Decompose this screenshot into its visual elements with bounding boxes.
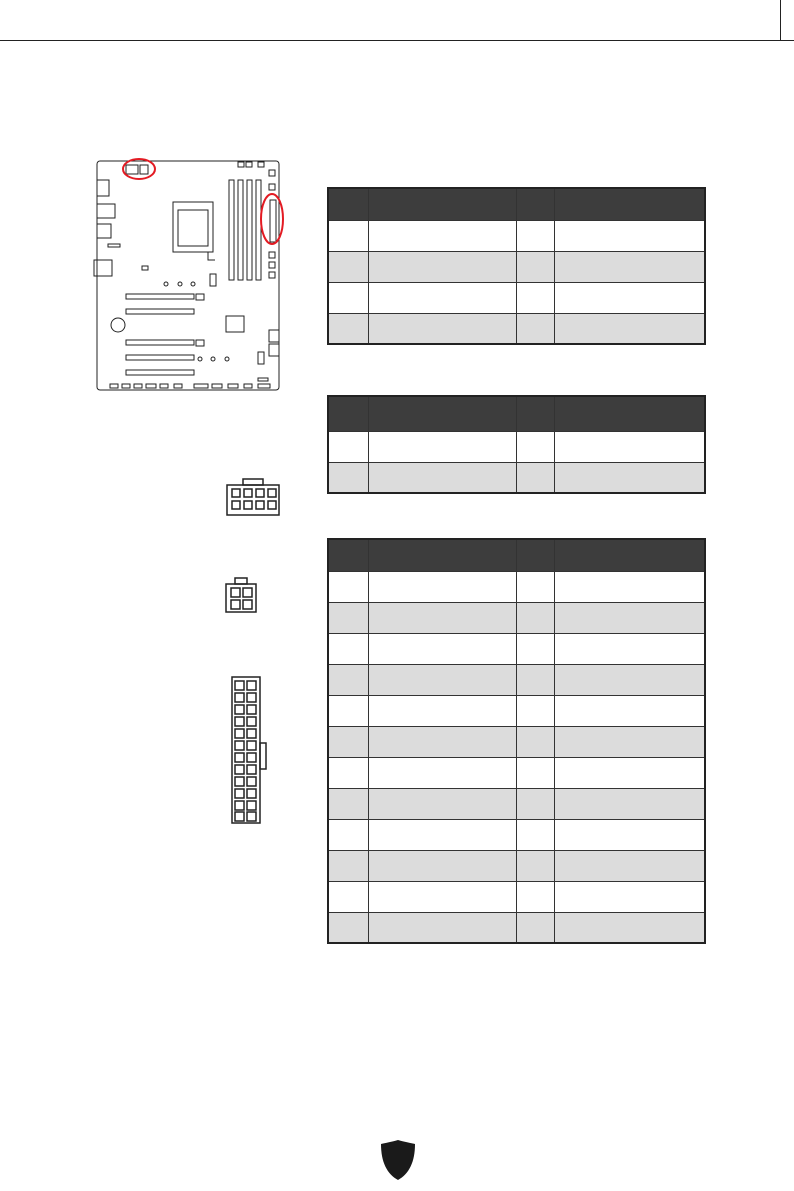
table-header xyxy=(328,188,705,220)
cpu-4pin-table xyxy=(327,395,706,494)
table-row xyxy=(328,912,705,943)
cpu-8pin-connector-icon xyxy=(225,477,281,517)
crop-tick xyxy=(780,0,781,40)
cpu-4pin-connector-icon xyxy=(224,576,258,614)
table-row xyxy=(328,602,705,633)
table-row xyxy=(328,788,705,819)
table-header xyxy=(328,396,705,431)
table-row xyxy=(328,462,705,493)
motherboard-diagram xyxy=(88,152,288,398)
table-row xyxy=(328,313,705,344)
table-row xyxy=(328,282,705,313)
table-row xyxy=(328,850,705,881)
table-row xyxy=(328,881,705,912)
table-row xyxy=(328,726,705,757)
table-row xyxy=(328,819,705,850)
table-row xyxy=(328,757,705,788)
table-header xyxy=(328,539,705,571)
table-row xyxy=(328,251,705,282)
table-row xyxy=(328,695,705,726)
crop-line xyxy=(0,40,794,41)
table-row xyxy=(328,633,705,664)
table-row xyxy=(328,571,705,602)
table-row xyxy=(328,431,705,462)
table-row xyxy=(328,664,705,695)
table-row xyxy=(328,220,705,251)
atx-24pin-table xyxy=(327,538,706,944)
atx-24pin-connector-icon xyxy=(229,675,269,825)
cpu-8pin-table xyxy=(327,187,706,345)
shield-icon xyxy=(379,1138,417,1182)
